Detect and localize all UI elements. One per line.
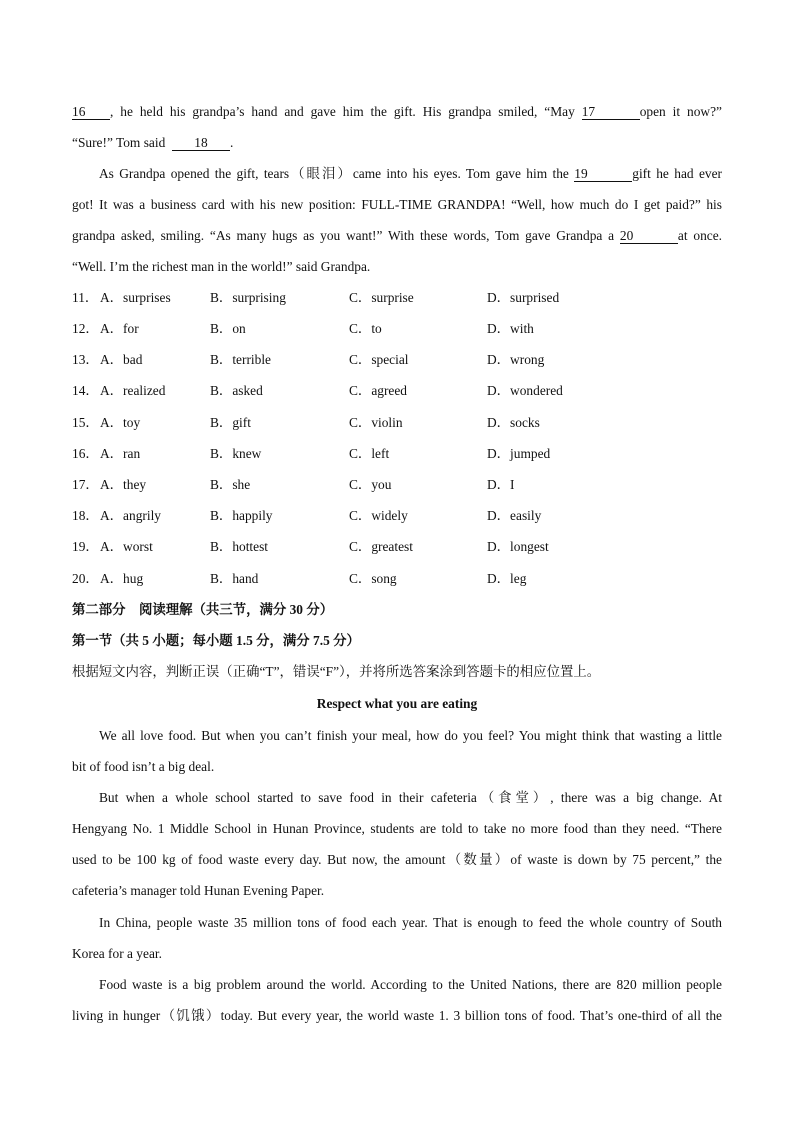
passage-line: bit of food isn’t a big deal. bbox=[72, 759, 215, 774]
cloze-line-5 bbox=[72, 227, 722, 245]
passage-line: used to be 100 kg of food waste every day. But now, the amount（数量）of waste is down by 75 percent,” the bbox=[72, 852, 722, 867]
option-c: C．to bbox=[349, 321, 382, 336]
option-d: D．longest bbox=[487, 539, 549, 554]
option-d: D．wondered bbox=[487, 383, 563, 398]
passage-line: living in hunger（饥饿）today. But every year, the world waste 1. 3 billion tons of food. That’s one-third of all the bbox=[72, 1008, 722, 1023]
part-heading: 第二部分 阅读理解（共三节，满分 30 分） bbox=[72, 602, 334, 617]
cloze-text: “Sure!” Tom said bbox=[72, 135, 166, 150]
blank-20: 20 bbox=[620, 229, 678, 244]
passage-title: Respect what you are eating bbox=[316, 696, 478, 711]
question-number: 17． bbox=[72, 477, 99, 492]
option-c: C．violin bbox=[349, 415, 403, 430]
option-b: B．knew bbox=[210, 446, 262, 461]
blank-17: 17 bbox=[582, 105, 640, 120]
cloze-line-6: “Well. I’m the richest man in the world!” said Grandpa. bbox=[72, 259, 371, 274]
option-d: D．socks bbox=[487, 415, 540, 430]
blank-16: 16 bbox=[72, 105, 110, 120]
option-c: C．you bbox=[349, 477, 392, 492]
option-d: D．surprised bbox=[487, 290, 560, 305]
blank-18: 18 bbox=[172, 136, 230, 151]
option-b: B．terrible bbox=[210, 352, 271, 367]
cloze-text: , he held his grandpa’s hand and gave him the gift. His grandpa smiled, “May bbox=[110, 104, 575, 119]
cloze-text: grandpa asked, smiling. “As many hugs as you want!” With these words, Tom gave Grandpa a bbox=[72, 228, 615, 243]
question-number: 11． bbox=[72, 290, 99, 305]
cloze-text: As Grandpa opened the gift, tears（眼泪）came into his eyes. Tom gave him the bbox=[99, 166, 569, 181]
option-a: A．worst bbox=[100, 539, 153, 554]
passage-line: cafeteria’s manager told Hunan Evening Paper. bbox=[72, 883, 325, 898]
option-b: B．surprising bbox=[210, 290, 286, 305]
question-number: 12． bbox=[72, 321, 99, 336]
cloze-line-2 bbox=[72, 134, 722, 152]
cloze-text: gift he had ever bbox=[632, 166, 723, 181]
option-c: C．left bbox=[349, 446, 390, 461]
option-a: A．realized bbox=[100, 383, 166, 398]
cloze-text: at once. bbox=[677, 228, 722, 243]
option-b: B．asked bbox=[210, 383, 263, 398]
passage-line: But when a whole school started to save food in their cafeteria（食堂）, there was a big change. At bbox=[99, 790, 722, 805]
option-c: C．surprise bbox=[349, 290, 414, 305]
cloze-line-1 bbox=[72, 103, 722, 121]
option-d: D．I bbox=[487, 477, 515, 492]
option-b: B．gift bbox=[210, 415, 251, 430]
instruction-text: 根据短文内容，判断正误（正确“T”，错误“F”），并将所选答案涂到答题卡的相应位置上。 bbox=[72, 664, 601, 679]
option-a: A．angrily bbox=[100, 508, 161, 523]
option-a: A．toy bbox=[100, 415, 141, 430]
option-a: A．bad bbox=[100, 352, 143, 367]
subsection-heading: 第一节（共 5 小题；每小题 1.5 分，满分 7.5 分） bbox=[72, 633, 360, 648]
passage-line: Korea for a year. bbox=[72, 946, 162, 961]
option-a: A．ran bbox=[100, 446, 141, 461]
question-number: 16． bbox=[72, 446, 99, 461]
passage-line: In China, people waste 35 million tons of food each year. That is enough to feed the whole country of South bbox=[99, 915, 722, 930]
cloze-text: . bbox=[229, 135, 234, 150]
option-d: D．easily bbox=[487, 508, 542, 523]
option-b: B．hand bbox=[210, 571, 259, 586]
option-c: C．agreed bbox=[349, 383, 408, 398]
option-c: C．widely bbox=[349, 508, 408, 523]
option-d: D．wrong bbox=[487, 352, 545, 367]
passage-line: Food waste is a big problem around the world. According to the United Nations, there are 820 million people bbox=[99, 977, 722, 992]
passage-line: We all love food. But when you can’t finish your meal, how do you feel? You might think that wasting a little bbox=[99, 728, 722, 743]
question-number: 20． bbox=[72, 571, 99, 586]
question-number: 15． bbox=[72, 415, 99, 430]
option-b: B．she bbox=[210, 477, 251, 492]
question-number: 18． bbox=[72, 508, 99, 523]
option-b: B．happily bbox=[210, 508, 273, 523]
option-c: C．greatest bbox=[349, 539, 413, 554]
option-b: B．hottest bbox=[210, 539, 269, 554]
cloze-line-3 bbox=[99, 165, 722, 183]
blank-19: 19 bbox=[574, 167, 632, 182]
cloze-text: open it now?” bbox=[639, 104, 722, 119]
option-d: D．leg bbox=[487, 571, 527, 586]
option-d: D．jumped bbox=[487, 446, 551, 461]
option-c: C．song bbox=[349, 571, 397, 586]
option-a: A．surprises bbox=[100, 290, 171, 305]
question-number: 19． bbox=[72, 539, 99, 554]
option-b: B．on bbox=[210, 321, 246, 336]
option-a: A．for bbox=[100, 321, 139, 336]
cloze-line-4: got! It was a business card with his new position: FULL-TIME GRANDPA! “Well, how much do I get paid?” his bbox=[72, 197, 722, 212]
question-number: 14． bbox=[72, 383, 99, 398]
option-a: A．hug bbox=[100, 571, 144, 586]
passage-line: Hengyang No. 1 Middle School in Hunan Province, students are told to take no more food than they need. “There bbox=[72, 821, 722, 836]
option-d: D．with bbox=[487, 321, 534, 336]
option-c: C．special bbox=[349, 352, 409, 367]
option-a: A．they bbox=[100, 477, 147, 492]
question-number: 13． bbox=[72, 352, 99, 367]
